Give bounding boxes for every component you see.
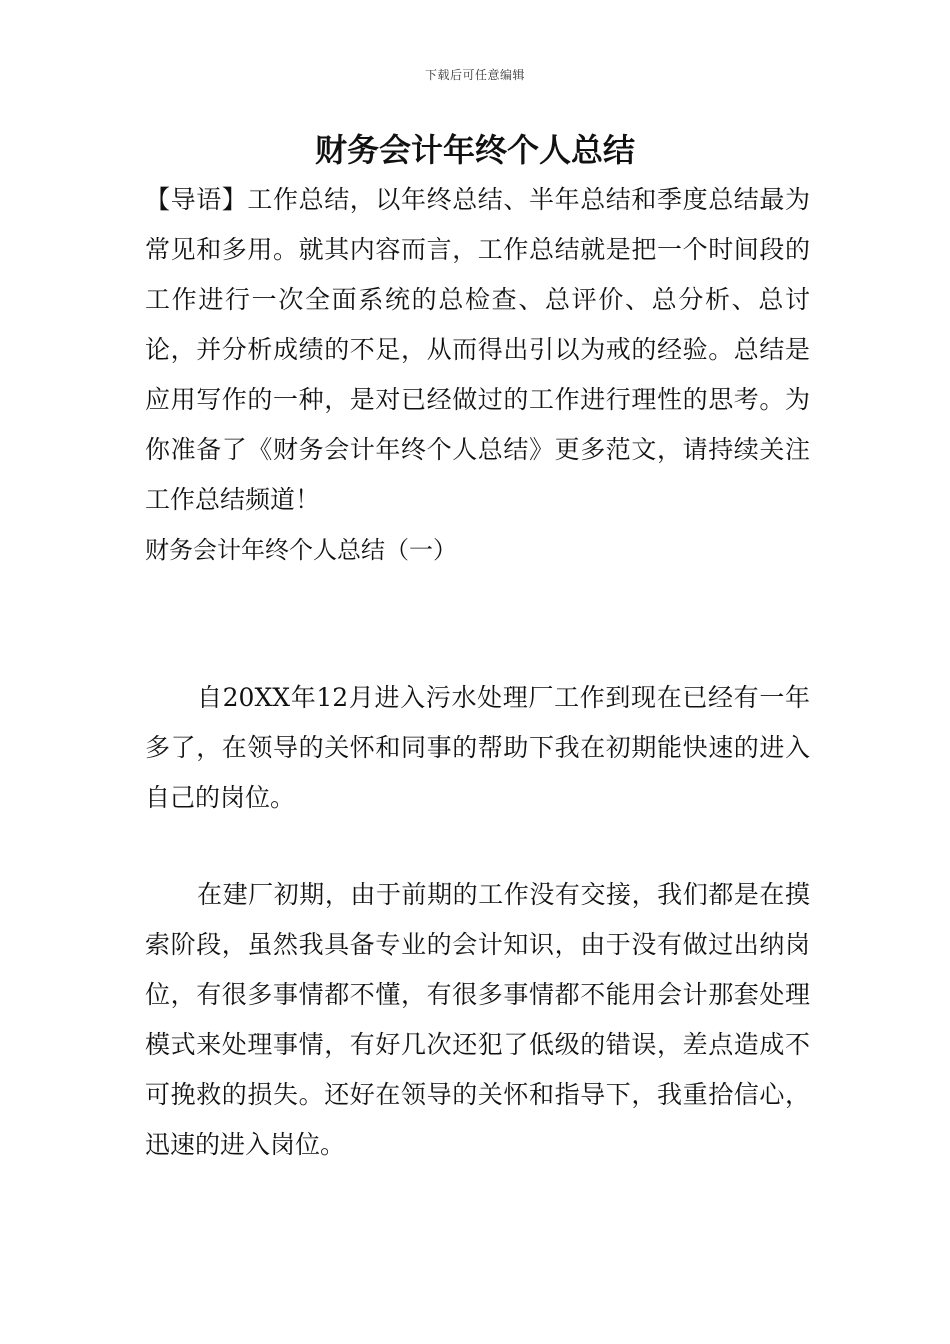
document-title: 财务会计年终个人总结 xyxy=(314,131,635,169)
page-header-note: 下载后可任意编辑 xyxy=(424,68,525,82)
body-paragraph: 在建厂初期，由于前期的工作没有交接，我们都是在摸索阶段，虽然我具备专业的会计知识，由于没有做过出纳岗位，有很多事情都不懂，有很多事情都不能用会计那套处理模式来处理事情，有好几次还犯了低级的错误，差点造成不可挽救的损失。还好在领导的关怀和指导下，我重拾信心，迅速的进入岗位。 xyxy=(145,880,810,1159)
body-paragraph: 自20XX年12月进入污水处理厂工作到现在已经有一年多了，在领导的关怀和同事的帮助下我在初期能快速的进入自己的岗位。 xyxy=(145,683,810,812)
intro-paragraph: 【导语】工作总结，以年终总结、半年总结和季度总结最为常见和多用。就其内容而言，工作总结就是把一个时间段的工作进行一次全面系统的总检查、总评价、总分析、总讨论，并分析成绩的不足，从而得出引以为戒的经验。总结是应用写作的一种，是对已经做过的工作进行理性的思考。为你准备了《财务会计年终个人总结》更多范文，请持续关注工作总结频道！ xyxy=(145,185,810,514)
section-heading: 财务会计年终个人总结（一） xyxy=(145,536,457,564)
